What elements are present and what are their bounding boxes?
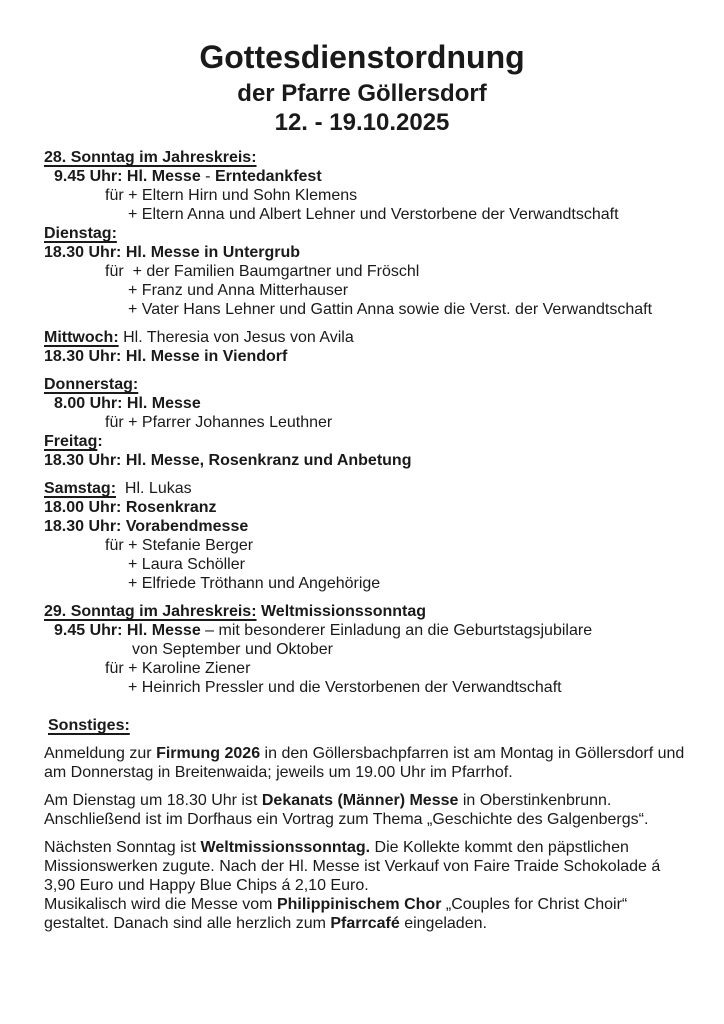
text-segment: Anschließend ist im Dorfhaus ein Vortrag zum Thema „Geschichte des Galgenbergs“. [44,811,649,828]
announcement-paragraph-weltmissionssonntag [44,838,694,933]
day-heading [44,148,694,167]
text-segment: 3,90 Euro und Happy Blue Chips á 2,10 Euro. [44,877,369,894]
day-section-samstag [44,479,694,593]
text-segment: für + Pfarrer Johannes Leuthner [105,414,333,431]
text-segment: – mit besonderer Einladung an die Geburtstagsjubilare [200,622,593,639]
day-heading-label: Mittwoch: [44,329,119,346]
text-segment: für + der Familien Baumgartner und Fröschl [105,263,420,280]
day-heading-label: Samstag: [44,480,117,497]
day-heading [44,432,694,451]
intention-line [44,413,694,432]
text-segment: gestaltet. Danach sind alle herzlich zum [44,915,331,932]
sonstiges-heading-label: Sonstiges: [48,717,130,734]
intention-line [44,536,694,555]
document-title: Gottesdienstordnung [199,39,525,75]
text-segment: in den Göllersbachpfarren ist am Montag in Göllersdorf und [260,745,685,762]
document-header [0,38,724,137]
paragraph-line [44,838,694,857]
text-segment: für + Eltern Hirn und Sohn Klemens [105,187,358,204]
mass-time-line [44,394,694,413]
text-segment: 18.30 Uhr: Hl. Messe in Untergrub [44,244,301,261]
intention-line [44,659,694,678]
text-segment: Missionswerken zugute. Nach der Hl. Messe ist Verkauf von Faire Traide Schokolade á [44,858,661,875]
text-segment: Firmung 2026 [156,745,261,762]
day-section-mittwoch [44,328,694,366]
text-segment: 9.45 Uhr: Hl. Messe [54,622,201,639]
paragraph-line [44,876,694,895]
day-heading-label: Dienstag: [44,225,117,242]
schedule-content [0,148,724,933]
text-segment: + Eltern Anna und Albert Lehner und Verstorbene der Verwandtschaft [128,206,619,223]
announcement-paragraph-dekanatsmesse [44,791,694,829]
paragraph-line [44,763,694,782]
day-heading [44,479,694,498]
text-segment: Am Dienstag um 18.30 Uhr ist [44,792,262,809]
text-segment: 18.30 Uhr: Vorabendmesse [44,518,249,535]
mass-time-line [44,517,694,536]
text-segment: Pfarrcafé [330,915,400,932]
intention-line [44,555,694,574]
text-segment: für + Stefanie Berger [105,537,254,554]
text-segment: Erntedankfest [214,168,322,185]
sonstiges-heading [44,716,694,735]
day-heading [44,602,694,621]
day-heading-label: Donnerstag: [44,376,139,393]
paragraph-line [44,791,694,810]
paragraph-line [44,810,694,829]
text-segment: Weltmissionssonntag. [200,839,371,856]
day-heading-suffix-bold: : [97,433,103,450]
day-section-dienstag [44,224,694,319]
mass-time-line [44,167,694,186]
day-heading [44,375,694,394]
text-segment: am Donnerstag in Breitenwaida; jeweils um 19.00 Uhr im Pfarrhof. [44,764,513,781]
text-segment: 18.00 Uhr: Rosenkranz [44,499,217,516]
day-section-donnerstag [44,375,694,432]
day-heading-label: Freitag [44,433,98,450]
sonstiges-section [44,716,694,933]
day-heading-suffix: Hl. Theresia von Jesus von Avila [118,329,354,346]
intention-line [44,574,694,593]
intention-line [44,300,694,319]
day-heading [44,224,694,243]
paragraph-line [44,857,694,876]
date-range: 12. - 19.10.2025 [274,109,450,136]
text-segment: + Heinrich Pressler und die Verstorbenen der Verwandtschaft [128,679,562,696]
text-segment: Anmeldung zur [44,745,157,762]
day-heading [44,328,694,347]
text-segment: - [200,168,215,185]
text-segment: eingeladen. [399,915,487,932]
intention-line [44,678,694,697]
day-section-sonntag-29 [44,602,694,697]
text-segment: 8.00 Uhr: Hl. Messe [54,395,201,412]
mass-time-line [44,243,694,262]
paragraph-line [44,914,694,933]
paragraph-line [44,744,694,763]
intention-line [44,262,694,281]
text-segment: für + Karoline Ziener [105,660,251,677]
mass-time-line [44,347,694,366]
day-section-freitag [44,432,694,470]
text-segment: Nächsten Sonntag ist [44,839,201,856]
text-segment: Musikalisch wird die Messe vom [44,896,277,913]
intention-line [44,186,694,205]
day-section-sonntag-28 [44,148,694,224]
day-heading-suffix-bold: Weltmissionssonntag [256,603,427,620]
intention-line [44,205,694,224]
text-segment: Die Kollekte kommt den päpstlichen [370,839,629,856]
text-segment: „Couples for Christ Choir“ [441,896,628,913]
text-segment: von September und Oktober [132,641,334,658]
mass-time-line [44,621,694,640]
day-heading-label: 29. Sonntag im Jahreskreis: [44,603,257,620]
intention-line [44,281,694,300]
mass-time-line [44,498,694,517]
mass-time-line [44,451,694,470]
paragraph-line [44,895,694,914]
text-segment: + Elfriede Tröthann und Angehörige [128,575,381,592]
text-segment: Dekanats (Männer) Messe [261,792,459,809]
continuation-line [44,640,694,659]
text-segment: + Franz und Anna Mitterhauser [128,282,349,299]
text-segment: 9.45 Uhr: Hl. Messe [54,168,201,185]
text-segment: in Oberstinkenbrunn. [458,792,612,809]
text-segment: 18.30 Uhr: Hl. Messe in Viendorf [44,348,288,365]
day-heading-label: 28. Sonntag im Jahreskreis: [44,149,257,166]
text-segment: + Vater Hans Lehner und Gattin Anna sowie die Verst. der Verwandtschaft [128,301,653,318]
parish-name: der Pfarre Göllersdorf [237,80,487,107]
day-heading-suffix: Hl. Lukas [116,480,192,497]
text-segment: Philippinischem Chor [276,896,442,913]
announcement-paragraph-firmung [44,744,694,782]
text-segment: 18.30 Uhr: Hl. Messe, Rosenkranz und Anbetung [44,452,412,469]
text-segment: + Laura Schöller [128,556,245,573]
